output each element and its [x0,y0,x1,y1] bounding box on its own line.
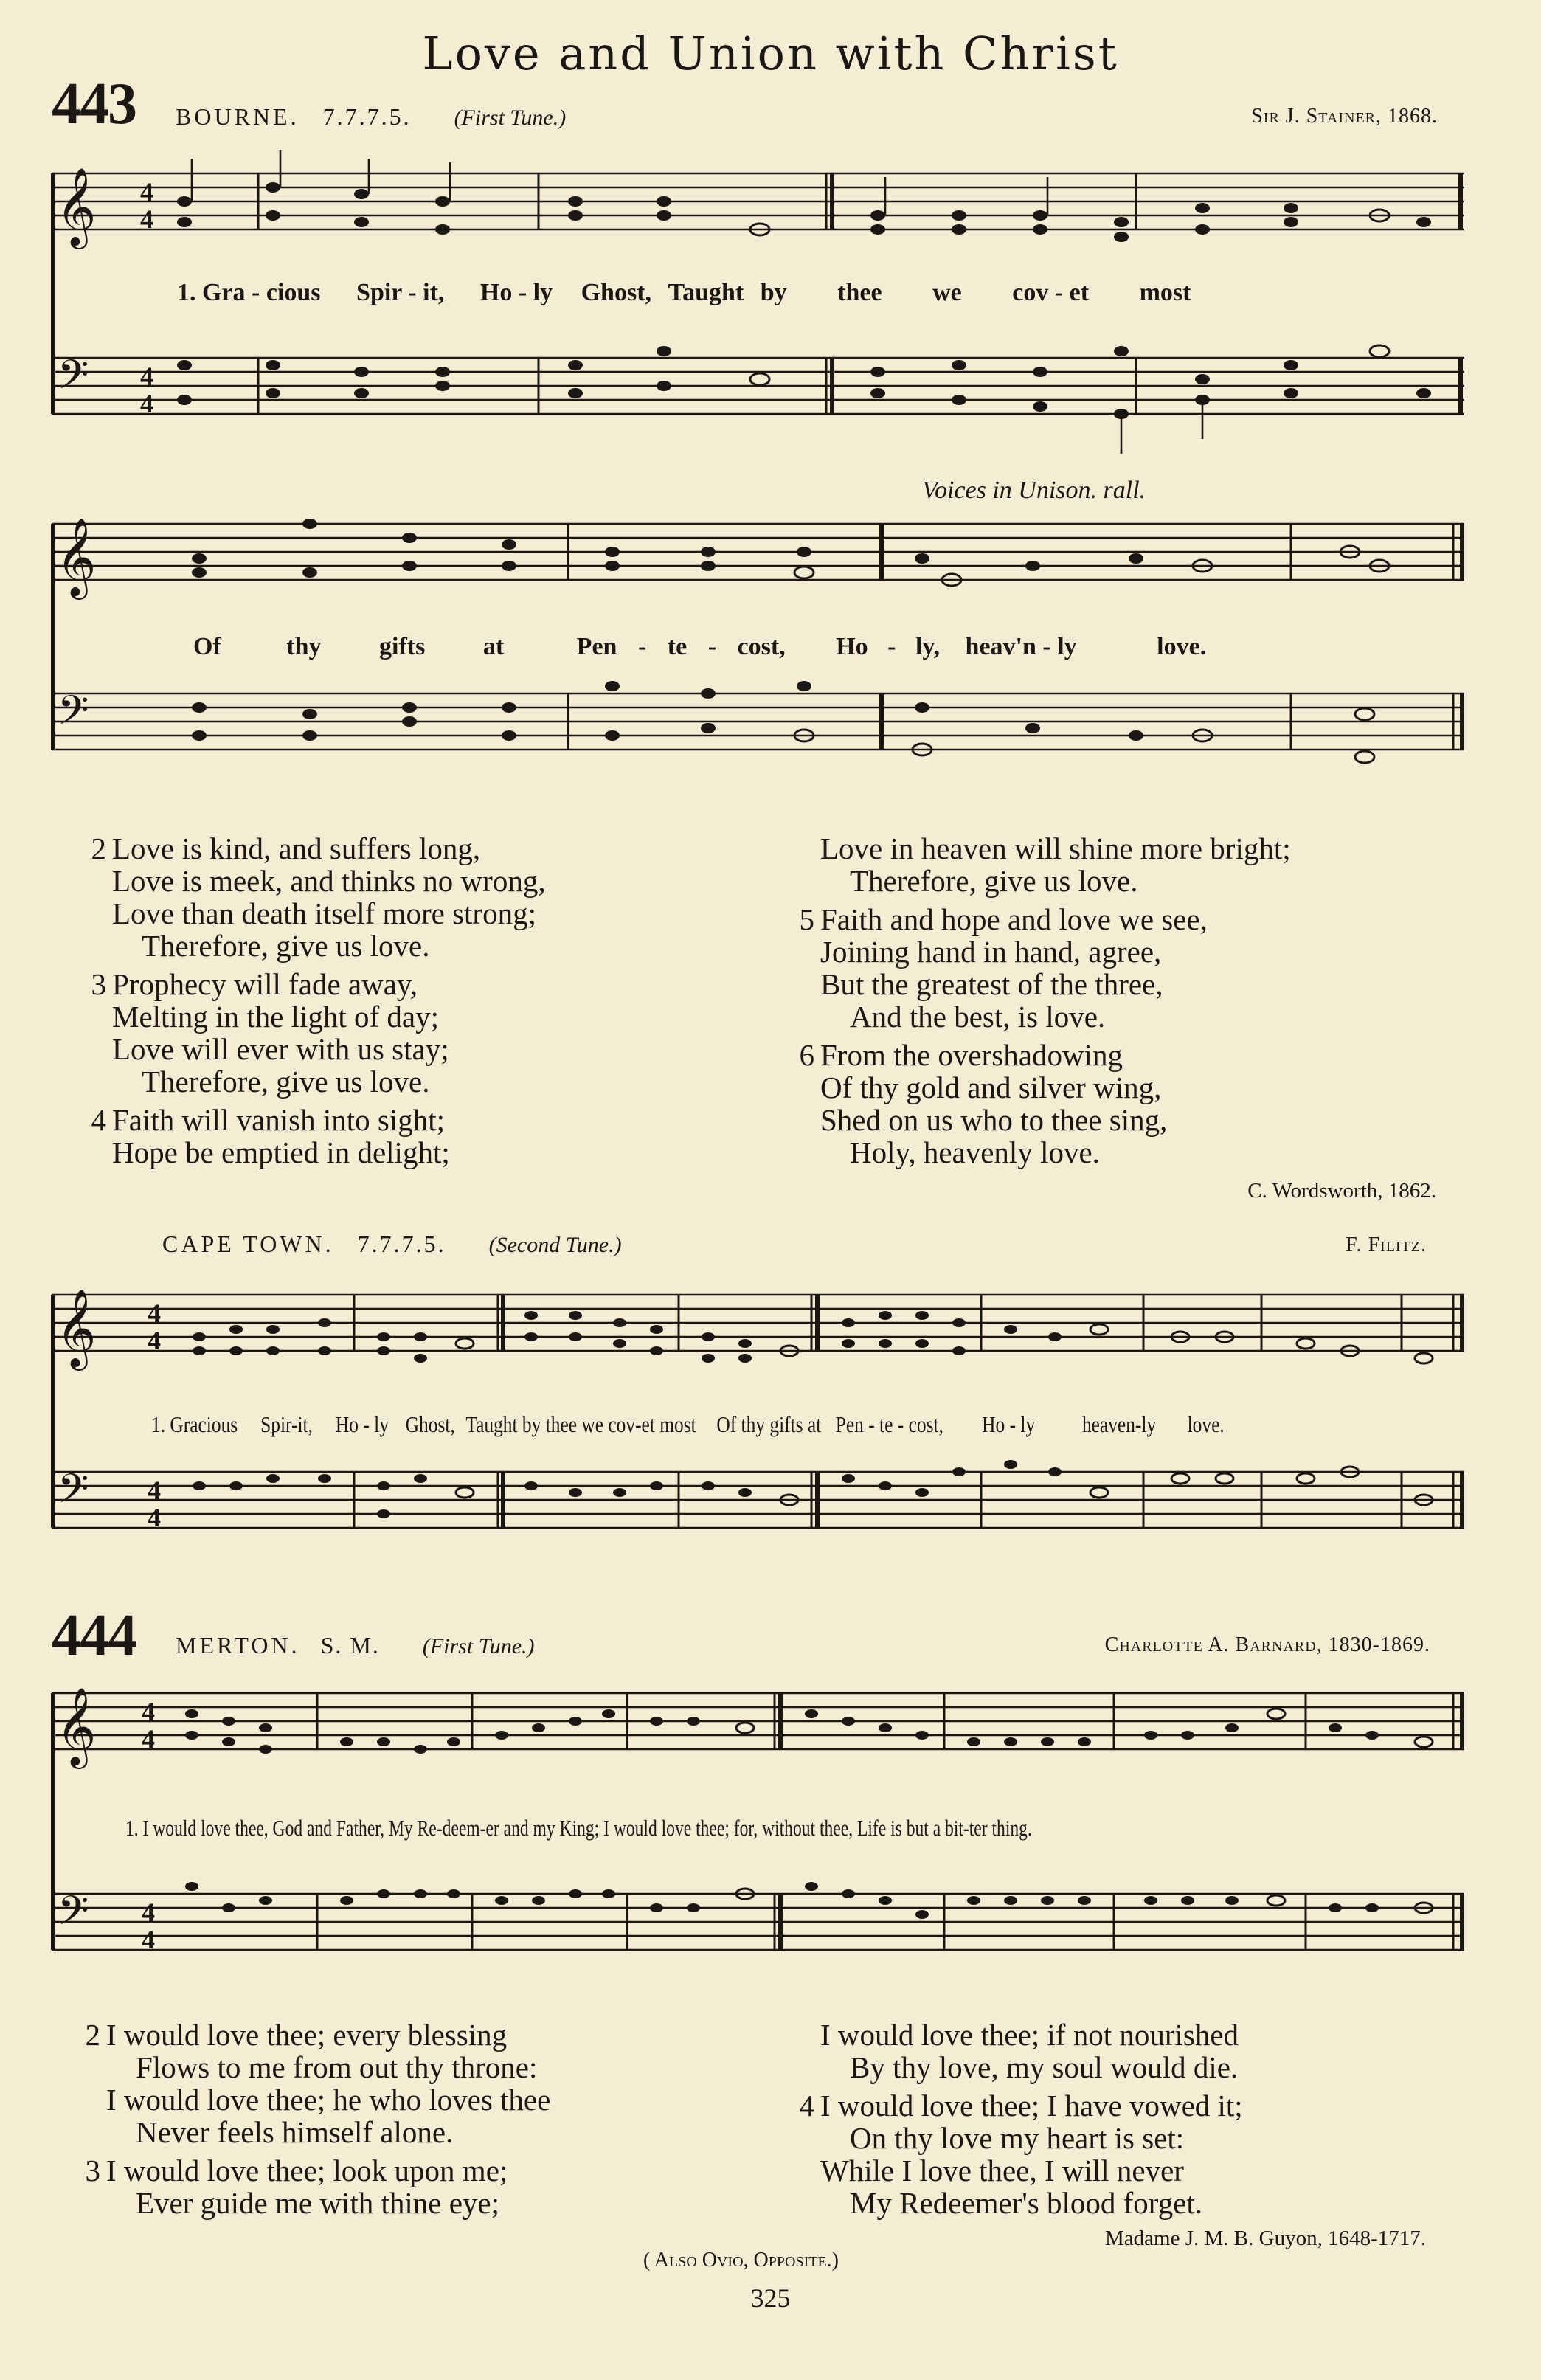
lyrics-merton: 1. I would love thee, God and Father, My Re-deem-er and my King; I would love thee; for, without thee, Life is but a bit-ter thing. [125,1815,1032,1841]
author-credit-444: Madame J. M. B. Guyon, 1648-1717. [1105,2227,1426,2250]
treble-staff [52,524,1464,580]
stanza-6: 6 From the overshadowing Of thy gold and silver wing, Shed on us who to thee sing, Holy, heavenly love. [799,1038,1168,1169]
svg-text:𝄞: 𝄞 [56,517,97,596]
lyric-syllable: Ho - ly [479,279,553,306]
tune-header-cape-town [162,1231,622,1258]
svg-text:4: 4 [140,362,153,391]
lyric-syllable: thee [837,279,882,306]
lyric-syllable: Of [193,633,221,660]
treble-staff [52,1295,1464,1351]
lyric-syllable: Pen [576,633,617,660]
lyric-syllable: - [707,633,717,660]
tune-meter: 7.7.7.5. [357,1231,446,1257]
lyric-syllable: Ghost, [581,279,652,306]
stanza-4: 4 Faith will vanish into sight; Hope be emptied in delight; [91,1103,450,1169]
lyric-syllable: 1. Gracious [151,1411,238,1437]
lyrics-cape-town [151,1411,1482,1438]
verses-444-left [68,2018,747,2225]
lyric-syllable: gifts [379,633,426,660]
performance-direction: Voices in Unison. rall. [922,477,1146,504]
svg-text:𝄢: 𝄢 [58,687,89,744]
tune-meter: 7.7.7.5. [322,103,412,130]
svg-text:𝄞: 𝄞 [56,1687,97,1765]
lyric-syllable: 1. Gra - cious [177,279,321,306]
svg-text:𝄢: 𝄢 [58,1887,89,1944]
svg-text:4: 4 [142,1724,155,1754]
hymn-number-443: 443 [52,72,136,136]
stanza-5: 5 Faith and hope and love we see, Joining hand in hand, agree, But the greatest of the three, And the best, is love. [799,902,1208,1034]
lyric-syllable: heaven-ly [1081,1411,1157,1437]
lyric-syllable: love. [1157,633,1207,660]
lyric-syllable: thy [286,633,322,660]
treble-staff [52,173,1464,229]
lyric-syllable: cost, [737,633,786,660]
tune-name: BOURNE. [176,103,299,130]
tune-label: (First Tune.) [454,105,567,130]
lyric-syllable: te [667,633,688,660]
lyric-syllable: Spir-it, [260,1411,313,1437]
svg-text:4: 4 [148,1476,161,1505]
stanza-4-cont: Love in heaven will shine more bright; Therefore, give us love. [820,831,1291,898]
footer-note: ( Also Ovio, Opposite.) [643,2249,839,2272]
composer-credit: Charlotte A. Barnard, 1830-1869. [1104,1633,1430,1656]
lyric-syllable: Ho - ly [982,1411,1036,1437]
lyric-syllable: by [760,279,787,306]
stanza-3: 3 I would love thee; look upon me; Ever guide me with thine eye; [85,2154,508,2220]
svg-text:𝄢: 𝄢 [58,1465,89,1522]
lyric-syllable: Ho - ly [335,1411,389,1437]
lyric-syllable: cov - et [1012,279,1090,306]
verses-443-right [782,832,1490,1175]
notes-bass [177,345,1431,419]
lyric-syllable: Taught [668,279,744,306]
lyric-syllable: Ho [836,633,868,660]
stanza-3-cont: I would love thee; if not nourished By thy love, my soul would die. [820,2018,1239,2084]
lyric-syllable: love. [1187,1411,1225,1437]
page-number: 325 [750,2283,791,2313]
lyric-syllable: Spir - it, [356,279,445,306]
svg-text:4: 4 [142,1697,155,1726]
lyric-syllable: - [637,633,647,660]
lyrics-bourne-line1 [177,279,1191,307]
bass-staff [52,693,1464,750]
treble-staff [52,1693,1464,1749]
lyric-syllable: Taught by thee we cov-et most [465,1411,696,1437]
svg-text:4: 4 [148,1298,161,1328]
tune-label: (Second Tune.) [488,1233,622,1257]
notes-treble [177,182,1431,242]
lyrics-bourne-line2 [193,633,1206,661]
section-title: Love and Union with Christ [422,27,1119,80]
bass-staff [52,1472,1464,1528]
hymn-number-444: 444 [52,1603,136,1668]
lyric-syllable: heav'n - ly [965,633,1077,660]
tune-header-merton [176,1632,535,1659]
stanza-2: 2 Love is kind, and suffers long, Love is meek, and thinks no wrong, Love than death itself more strong; Therefore, give us love. [91,831,546,963]
tune-label: (First Tune.) [422,1634,535,1658]
lyric-syllable: Of thy gifts at [716,1411,822,1437]
notes-treble [185,1709,1433,1754]
tune-meter: S. M. [320,1632,380,1658]
svg-text:4: 4 [142,1898,155,1927]
svg-text:4: 4 [140,204,153,234]
verses-444-right [782,2018,1490,2225]
lyric-syllable: Ghost, [405,1411,455,1437]
tune-name: MERTON. [176,1632,300,1658]
svg-text:4: 4 [148,1503,161,1532]
stanza-2: 2 I would love thee; every blessing Flows to me from out thy throne: I would love thee; he who loves thee Never feels himself alone. [85,2018,551,2149]
verses-443-left [74,832,738,1175]
lyric-syllable: Pen - te - cost, [835,1411,943,1437]
svg-text:4: 4 [140,177,153,207]
composer-credit: F. Filitz. [1346,1234,1427,1256]
svg-text:4: 4 [140,389,153,418]
tune-header-bourne [176,103,566,131]
svg-text:𝄞: 𝄞 [56,167,97,246]
svg-text:𝄞: 𝄞 [56,1288,97,1367]
notes-bass [185,1882,1433,1919]
lyric-syllable: most [1139,279,1191,306]
lyric-syllable: ly, [915,633,941,660]
stanza-4: 4 I would love thee; I have vowed it; On thy love my heart is set: While I love thee, I will never My Redeemer's blood forget. [799,2089,1243,2220]
author-credit-443: C. Wordsworth, 1862. [1247,1179,1436,1203]
tune-name: CAPE TOWN. [162,1231,334,1257]
lyric-syllable: we [932,279,962,306]
svg-text:𝄢: 𝄢 [58,351,89,408]
composer-credit: Sir J. Stainer, 1868. [1251,105,1438,128]
lyric-syllable: - [887,633,896,660]
svg-text:4: 4 [142,1925,155,1954]
stanza-3: 3 Prophecy will fade away, Melting in the light of day; Love will ever with us stay; Therefore, give us love. [91,967,449,1099]
svg-text:4: 4 [148,1326,161,1355]
lyric-syllable: at [482,633,505,660]
